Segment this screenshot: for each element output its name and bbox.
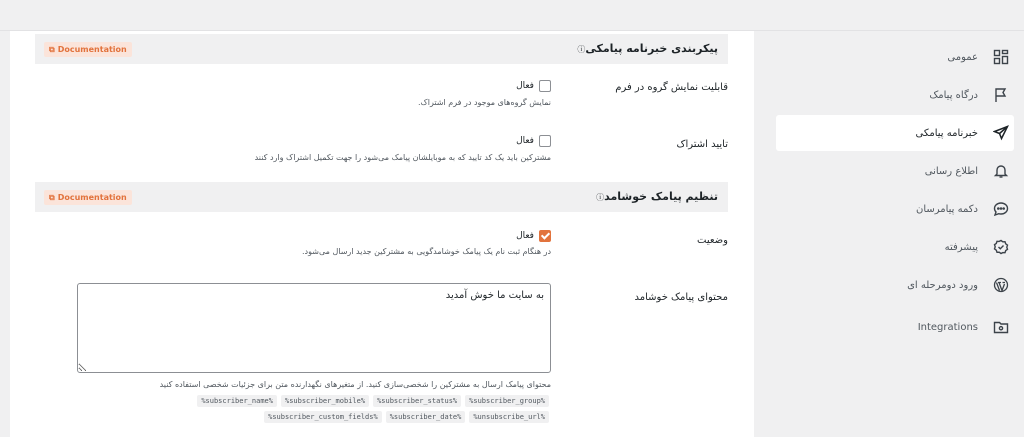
help-text: نمایش گروه‌های موجود در فرم اشتراک. (418, 98, 551, 107)
checkbox-box[interactable] (539, 80, 551, 92)
folder-gear-icon (992, 318, 1010, 336)
sidebar-item-sms-newsletter[interactable]: خبرنامه پیامکی (776, 115, 1014, 151)
bell-icon (992, 162, 1010, 180)
variable-chip: %subscriber_date% (386, 411, 466, 423)
section-title: تنظیم پیامک خوشامدⓘ (596, 190, 718, 203)
external-link-icon: ⧉ (49, 192, 55, 202)
variable-chip: %subscriber_mobile% (281, 395, 369, 407)
section-header-newsletter-config (35, 34, 728, 64)
sidebar-item-integrations[interactable]: Integrations (776, 309, 1014, 345)
grid-icon (992, 48, 1010, 66)
sidebar-item-two-factor[interactable]: ورود دومرحله ای (776, 267, 1014, 303)
checkbox-show-groups[interactable]: فعال (516, 80, 551, 92)
documentation-link[interactable]: ⧉ Documentation (44, 42, 132, 57)
checkbox-box[interactable] (539, 135, 551, 147)
row-label-show-groups: قابلیت نمایش گروه در فرم (615, 82, 728, 93)
section-title: پیکربندی خبرنامه پیامکیⓘ (577, 42, 718, 55)
section-header-welcome-sms (35, 182, 728, 212)
send-icon (992, 124, 1010, 142)
variable-chip: %subscriber_custom_fields% (264, 411, 382, 423)
row-label-welcome-content: محتوای پیامک خوشامد (634, 292, 728, 303)
help-text: محتوای پیامک ارسال به مشترکین را شخصی‌سازی کنید. از متغیرهای نگهدارنده متن برای جزئیات شخصی استفاده کنید (159, 380, 551, 389)
checkbox-welcome-status[interactable]: فعال (516, 230, 551, 242)
checkbox-box[interactable] (539, 230, 551, 242)
variable-chip: %subscriber_group% (465, 395, 549, 407)
checkbox-subscription-verify[interactable]: فعال (516, 135, 551, 147)
variable-chip: %subscriber_status% (373, 395, 461, 407)
sidebar-item-messenger-button[interactable]: دکمه پیامرسان (776, 191, 1014, 227)
variable-chip: %unsubscribe_url% (469, 411, 549, 423)
sidebar-item-general[interactable]: عمومی (776, 39, 1014, 75)
badge-check-icon (992, 238, 1010, 256)
wordpress-icon (992, 276, 1010, 294)
documentation-link[interactable]: ⧉ Documentation (44, 190, 132, 205)
help-text: در هنگام ثبت نام یک پیامک خوشامدگویی به مشترکین جدید ارسال می‌شود. (302, 247, 551, 256)
chat-icon (992, 200, 1010, 218)
variable-list (119, 395, 549, 423)
row-label-status: وضعیت (697, 235, 728, 246)
row-label-subscription-verify: تایید اشتراک (676, 139, 728, 150)
flag-icon (992, 86, 1010, 104)
variable-chip: %subscriber_name% (197, 395, 277, 407)
sidebar-item-notifications[interactable]: اطلاع رسانی (776, 153, 1014, 189)
top-bar (0, 0, 1024, 31)
help-text: مشترکین باید یک کد تایید که به موبایلشان پیامک می‌شود را جهت تکمیل اشتراک وارد کنند (254, 153, 551, 162)
external-link-icon: ⧉ (49, 44, 55, 54)
sidebar-item-sms-gateway[interactable]: درگاه پیامک (776, 77, 1014, 113)
settings-sidebar (754, 31, 1024, 437)
welcome-message-textarea[interactable] (77, 283, 551, 373)
sidebar-item-advanced[interactable]: پیشرفته (776, 229, 1014, 265)
